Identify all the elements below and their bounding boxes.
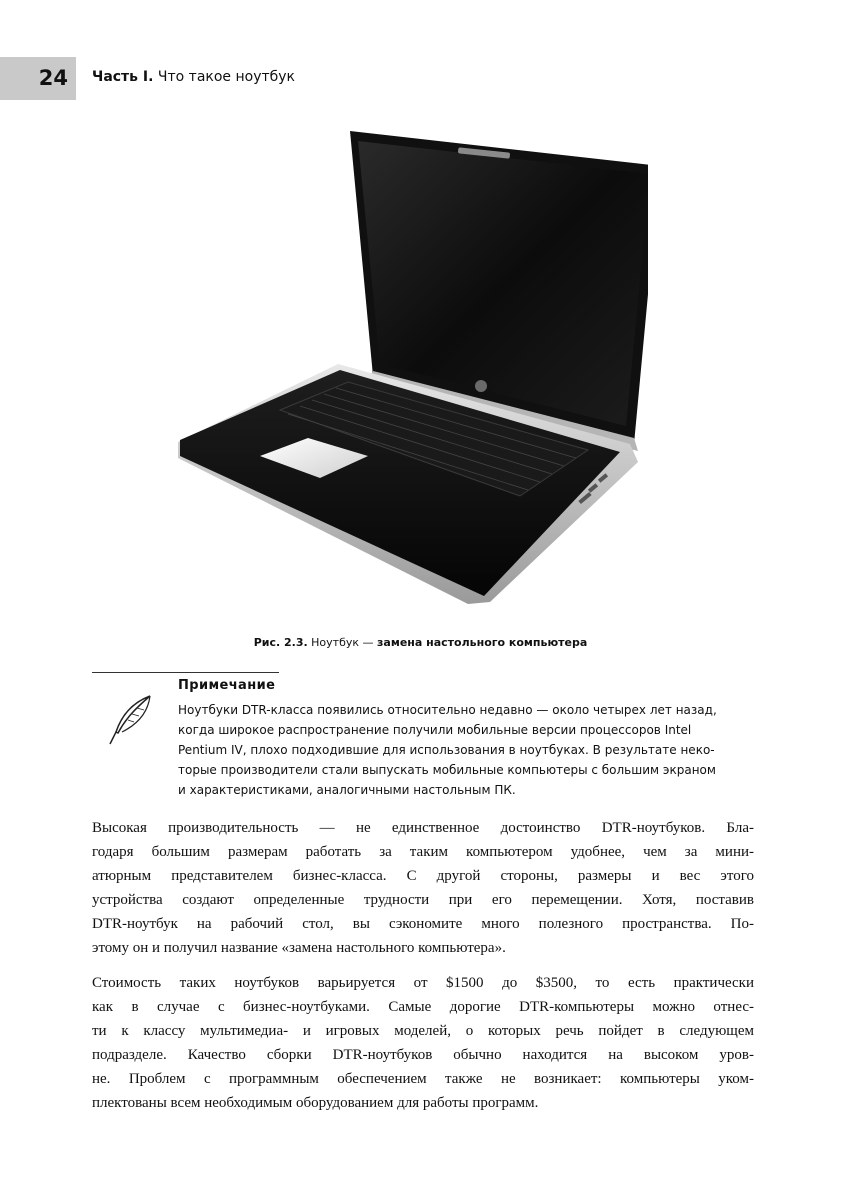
- laptop-illustration: [168, 126, 648, 604]
- text-line: атюрным представителем бизнес-класса. С другой стороны, размеры и вес этого: [92, 868, 754, 884]
- note-divider: [92, 672, 279, 673]
- note-line: Pentium IV, плохо подходившие для использования в ноутбуках. В результате неко-: [178, 743, 715, 757]
- caption-label: Рис. 2.3.: [253, 636, 308, 649]
- caption-text-bold: замена настольного компьютера: [377, 636, 588, 649]
- note-body: [178, 700, 778, 800]
- text-line: не. Проблем с программным обеспечением также не возникает: компьютеры уком-: [92, 1071, 754, 1087]
- text-line: ти к классу мультимедиа- и игровых моделей, о которых речь пойдет в следующем: [92, 1023, 754, 1039]
- page-number: 24: [38, 66, 68, 90]
- page-number-tab: [0, 57, 76, 100]
- text-line: подразделе. Качество сборки DTR-ноутбуков обычно находится на высоком уров-: [92, 1047, 754, 1063]
- note-line: торые производители стали выпускать мобильные компьютеры с большим экраном: [178, 763, 716, 777]
- figure-caption: [0, 636, 841, 649]
- text-line: устройства создают определенные трудности при его перемещении. Хотя, поставив: [92, 892, 754, 908]
- body-paragraph-2: [92, 971, 754, 1115]
- hp-logo-icon: [475, 380, 487, 392]
- feather-quill-icon: [104, 692, 160, 748]
- note-heading: Примечание: [178, 678, 276, 693]
- laptop-figure: [168, 126, 648, 604]
- text-line: DTR-ноутбук на рабочий стол, вы сэкономите много полезного пространства. По-: [92, 916, 754, 932]
- text-line: плектованы всем необходимым оборудованием для работы программ.: [92, 1095, 539, 1111]
- note-line: и характеристиками, аналогичными настольным ПК.: [178, 783, 516, 797]
- note-line: когда широкое распространение получили мобильные версии процессоров Intel: [178, 723, 692, 737]
- body-paragraph-1: [92, 816, 754, 960]
- part-label: Часть I.: [92, 69, 154, 85]
- text-line: Высокая производительность — не единственное достоинство DTR-ноутбуков. Бла-: [92, 820, 754, 836]
- running-head: [92, 69, 295, 85]
- part-title: Что такое ноутбук: [157, 69, 296, 85]
- text-line: Стоимость таких ноутбуков варьируется от $1500 до $3500, то есть практически: [92, 975, 754, 991]
- caption-text-regular: Ноутбук —: [311, 636, 374, 649]
- note-line: Ноутбуки DTR-класса появились относительно недавно — около четырех лет назад,: [178, 703, 717, 717]
- text-line: этому он и получил название «замена настольного компьютера».: [92, 940, 506, 956]
- text-line: как в случае с бизнес-ноутбуками. Самые дорогие DTR-компьютеры можно отнес-: [92, 999, 754, 1015]
- text-line: годаря большим размерам работать за таким компьютером удобнее, чем за мини-: [92, 844, 754, 860]
